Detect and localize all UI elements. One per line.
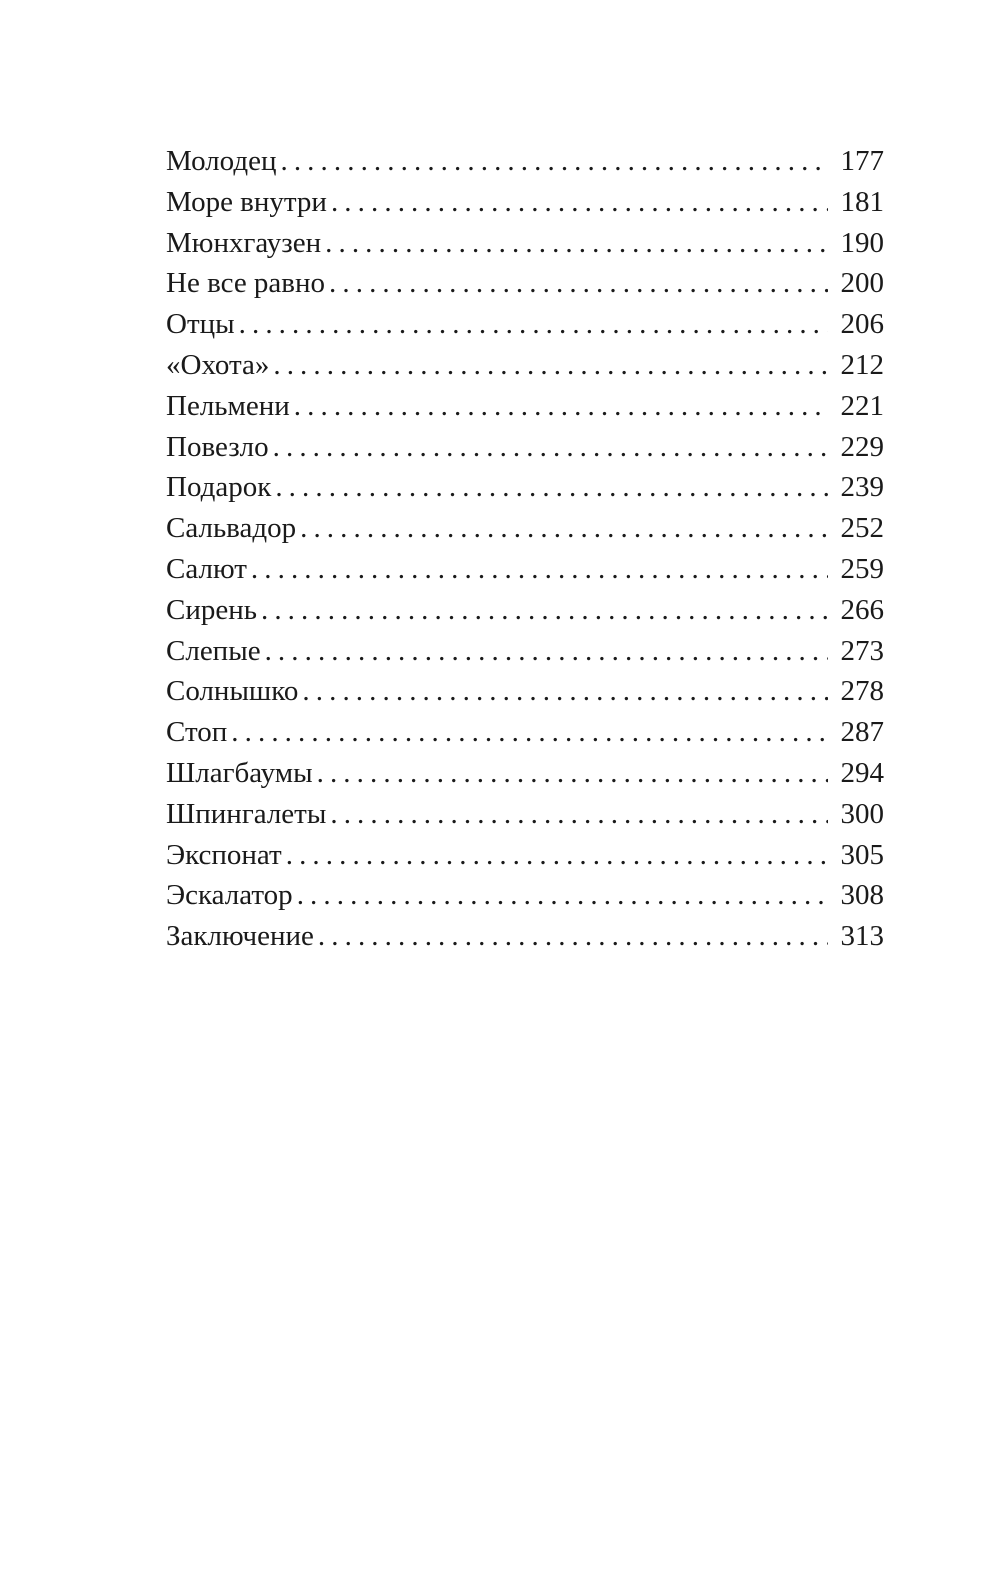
toc-entry-title: Сирень [166, 593, 257, 626]
toc-dot-leader [280, 141, 828, 182]
toc-dot-leader [273, 345, 828, 386]
toc-entry [166, 794, 884, 835]
toc-entry-title: «Охота» [166, 348, 270, 381]
toc-entry [166, 549, 884, 590]
toc-entry-page: 212 [840, 348, 884, 381]
toc-entry-title: Не все равно [166, 267, 326, 300]
toc-entry-title: Шлагбаумы [166, 756, 313, 789]
toc-entry-page: 190 [840, 226, 884, 259]
toc-dot-leader [300, 508, 828, 549]
toc-entry [166, 712, 884, 753]
toc-entry-page: 177 [840, 145, 884, 177]
toc-entry-page: 252 [840, 512, 884, 545]
toc-entry [166, 386, 884, 427]
toc-entry [166, 304, 884, 345]
toc-entry-title: Подарок [166, 471, 272, 504]
toc-entry-page: 200 [840, 267, 884, 300]
toc-dot-leader [297, 875, 828, 916]
toc-entry-title: Солнышко [166, 675, 299, 708]
toc-entry-title: Салют [166, 552, 247, 585]
toc-dot-leader [286, 835, 828, 876]
toc-entry [166, 835, 884, 876]
toc-entry [166, 508, 884, 549]
toc-entry [166, 753, 884, 794]
toc-entry [166, 467, 884, 508]
toc-dot-leader [265, 631, 828, 672]
toc-entry [166, 182, 884, 223]
toc-dot-leader [302, 671, 828, 712]
toc-entry-title: Заключение [166, 920, 314, 953]
toc-entry-title: Повезло [166, 430, 269, 463]
toc-dot-leader [329, 263, 828, 304]
toc-entry [166, 427, 884, 468]
toc-dot-leader [261, 590, 828, 631]
toc-entry [166, 631, 884, 672]
toc-dot-leader [330, 794, 828, 835]
toc-dot-leader [331, 182, 828, 223]
toc-entry-title: Сальвадор [166, 512, 297, 545]
toc-entry-title: Стоп [166, 716, 228, 749]
toc-entry-page: 181 [840, 185, 884, 218]
toc-dot-leader [275, 467, 828, 508]
toc-entry-page: 266 [840, 593, 884, 626]
toc-entry-title: Мюнхгаузен [166, 226, 322, 259]
toc-entry-title: Эскалатор [166, 879, 293, 912]
toc-entry-title: Отцы [166, 308, 235, 341]
toc-entry [166, 875, 884, 916]
toc-entry-page: 313 [840, 920, 884, 953]
toc-dot-leader [251, 549, 828, 590]
toc-entry [166, 223, 884, 264]
toc-entry-title: Шпингалеты [166, 797, 327, 830]
toc-dot-leader [317, 753, 828, 794]
toc-entry-page: 229 [840, 430, 884, 463]
toc-entry-page: 273 [840, 634, 884, 667]
toc-dot-leader [325, 223, 828, 264]
toc-dot-leader [318, 916, 828, 957]
toc-entry-page: 300 [840, 797, 884, 830]
toc-entry-page: 221 [840, 389, 884, 422]
toc-entry-title: Слепые [166, 634, 261, 667]
toc-entry-page: 287 [840, 716, 884, 749]
toc-dot-leader [273, 427, 828, 468]
toc-entry-title: Пельмени [166, 389, 290, 422]
toc-entry-title: Экспонат [166, 838, 282, 871]
table-of-contents [166, 141, 884, 957]
toc-entry-page: 278 [840, 675, 884, 708]
toc-entry-page: 305 [840, 838, 884, 871]
toc-entry [166, 141, 884, 182]
toc-entry [166, 590, 884, 631]
toc-entry-page: 239 [840, 471, 884, 504]
toc-entry [166, 671, 884, 712]
toc-entry-title: Море внутри [166, 185, 327, 218]
toc-entry-title: Молодец [166, 145, 277, 177]
toc-entry [166, 263, 884, 304]
toc-dot-leader [231, 712, 828, 753]
toc-entry-page: 294 [840, 756, 884, 789]
toc-dot-leader [294, 386, 828, 427]
toc-entry [166, 345, 884, 386]
toc-entry [166, 916, 884, 957]
toc-dot-leader [239, 304, 828, 345]
toc-entry-page: 308 [840, 879, 884, 912]
toc-entry-page: 206 [840, 308, 884, 341]
toc-entry-page: 259 [840, 552, 884, 585]
